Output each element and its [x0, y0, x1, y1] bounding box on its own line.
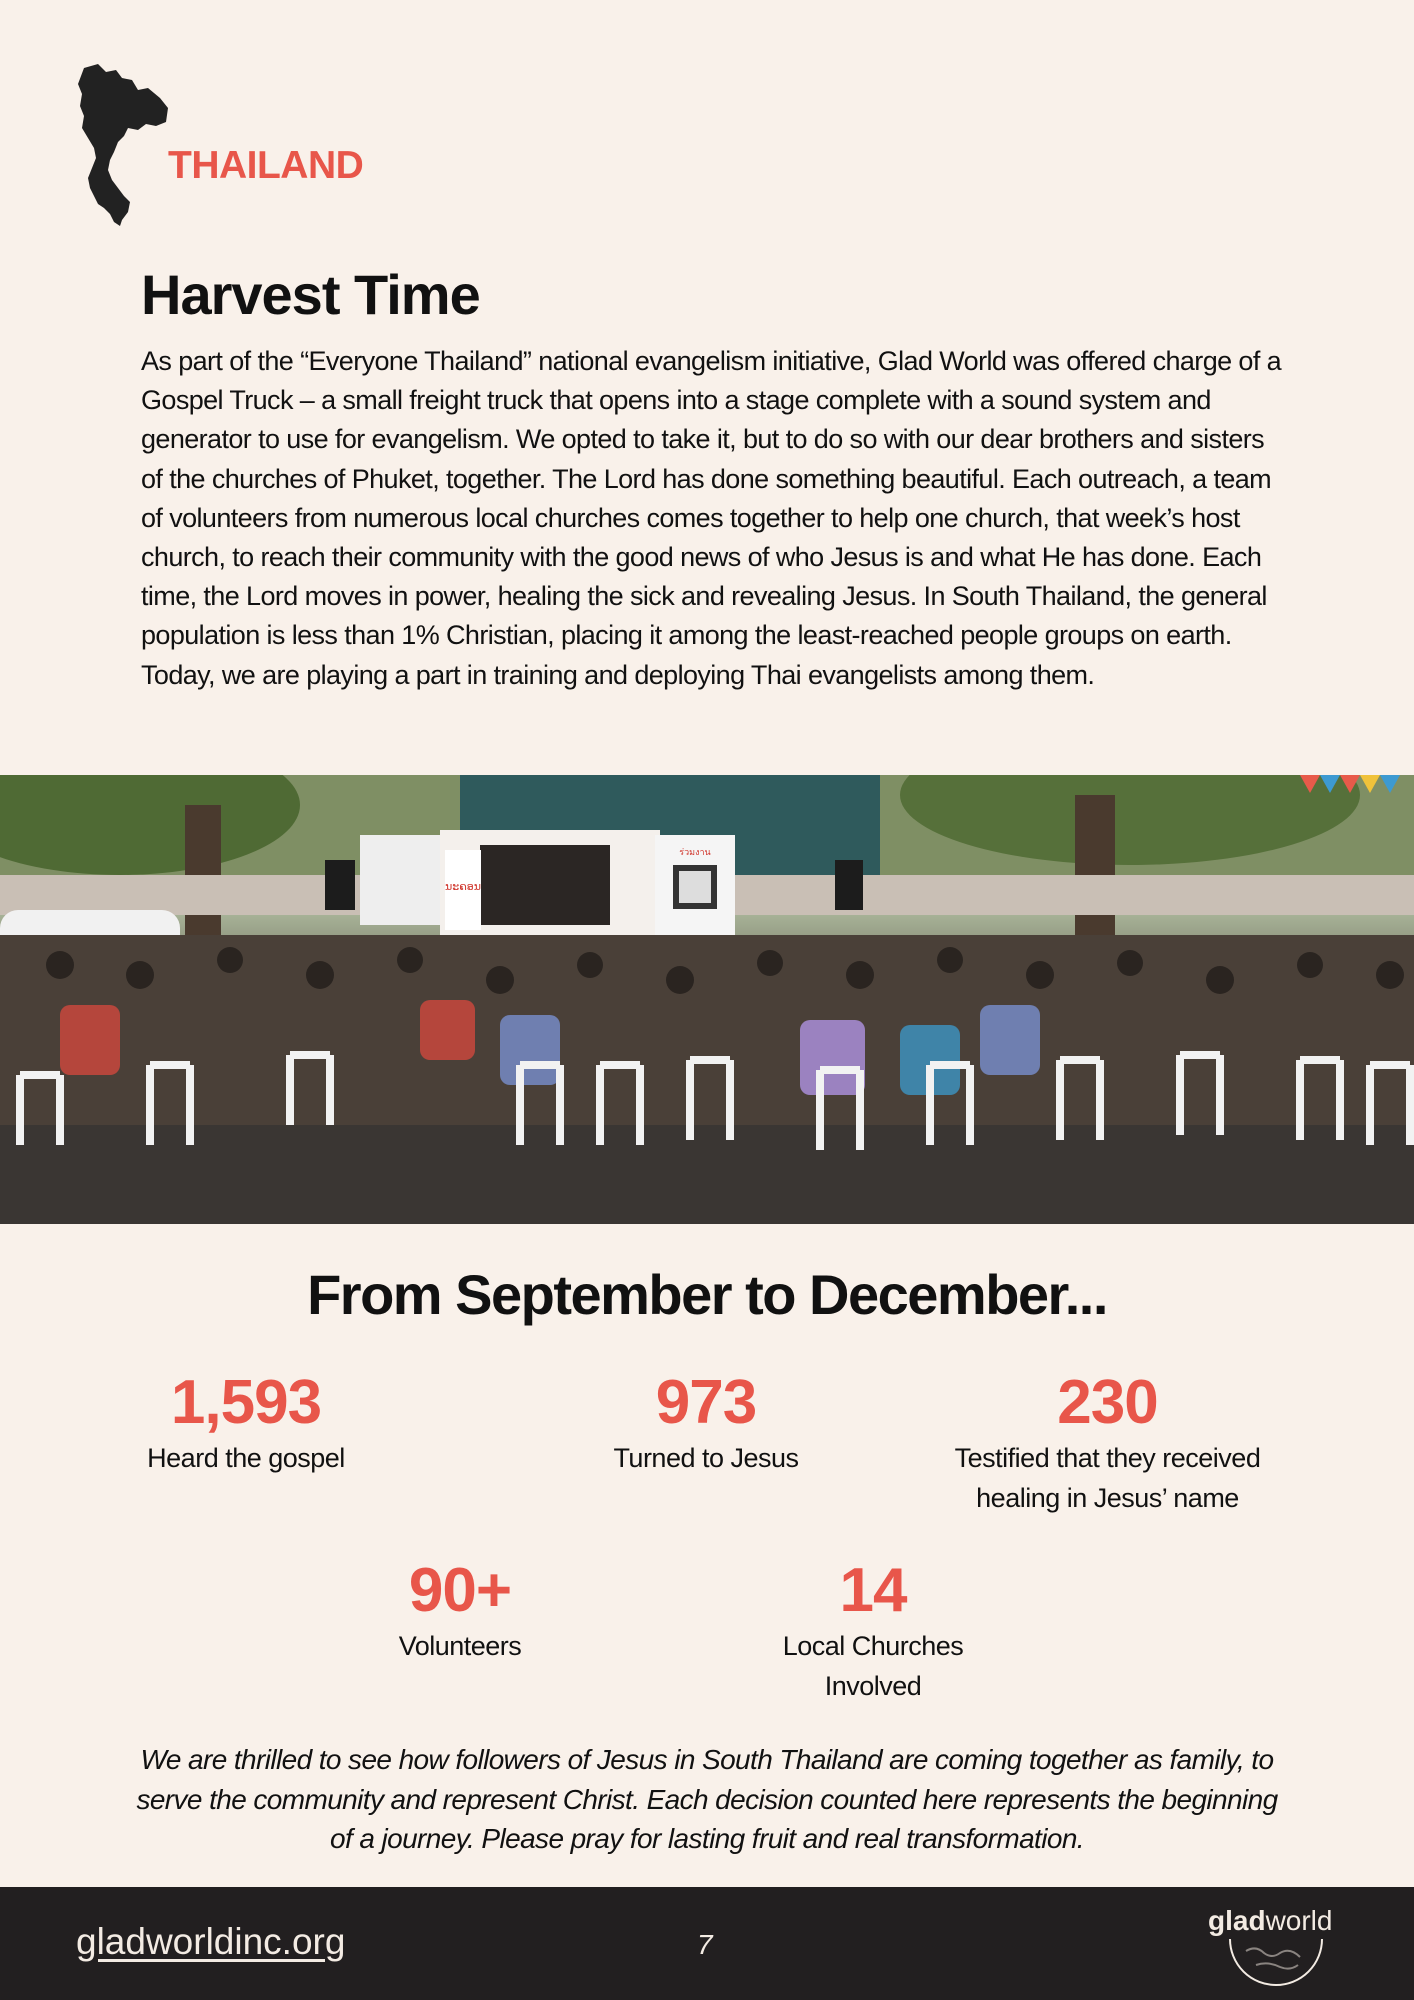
stat-label-line2: healing in Jesus’ name: [976, 1483, 1239, 1513]
stats-heading: From September to December...: [307, 1263, 1107, 1326]
stat-turned-to-jesus: [566, 1368, 846, 1478]
stat-value: 1,593: [170, 1368, 322, 1437]
stat-local-churches: [748, 1556, 998, 1706]
website-link[interactable]: gladworldinc.org: [76, 1921, 346, 1962]
stat-label: Turned to Jesus: [613, 1443, 799, 1473]
stat-healing: [915, 1368, 1300, 1518]
stat-heard-gospel: [111, 1368, 381, 1478]
closing-statement: We are thrilled to see how followers of Jesus in South Thailand are coming together as family, to serve the community and represent Christ. Each decision counted here represents the beginning of a journey. Please pray for lasting fruit and real transformation.: [136, 1744, 1278, 1854]
article-body: As part of the “Everyone Thailand” national evangelism initiative, Glad World was offered charge of a Gospel Truck – a small freight truck that opens into a stage complete with a sound system and generator to use for evangelism. We opted to take it, but to do so with our dear brothers and sisters of the churches of Phuket, together. The Lord has done something beautiful. Each outreach, a team of volunteers from numerous local churches comes together to help one church, that week’s host church, to reach their community with the good news of who Jesus is and what He has done. Each time, the Lord moves in power, healing the sick and revealing Jesus. In South Thailand, the general population is less than 1% Christian, placing it among the least-reached people groups on earth. Today, we are playing a part in training and deploying Thai evangelists among them.: [141, 346, 1282, 690]
stat-value: 14: [839, 1556, 907, 1625]
footer: [0, 1887, 1414, 2000]
logo-light: world: [1265, 1905, 1333, 1936]
stat-label: Heard the gospel: [147, 1443, 345, 1473]
country-name: THAILAND: [168, 144, 364, 187]
country-header: [76, 64, 416, 234]
stat-label-line2: Involved: [824, 1671, 922, 1701]
qr-label: ร่วมงาน: [679, 848, 711, 858]
logo-bold: glad: [1208, 1905, 1266, 1936]
gladworld-logo: [1208, 1905, 1348, 1985]
stat-volunteers: [335, 1556, 585, 1666]
article-title: Harvest Time: [141, 263, 480, 326]
stat-value: 90+: [408, 1556, 512, 1625]
thailand-map-icon: [76, 64, 170, 227]
stat-value: 973: [655, 1368, 757, 1437]
outreach-photo: [0, 775, 1414, 1224]
stat-label-line1: Local Churches: [782, 1631, 964, 1661]
globe-icon: [1226, 1931, 1326, 1987]
stat-label-line1: Testified that they received: [954, 1443, 1261, 1473]
stat-label: Volunteers: [398, 1631, 522, 1661]
stat-value: 230: [1057, 1368, 1158, 1437]
page-number: 7: [697, 1929, 713, 1960]
truck-sign: ນະຄອນ: [445, 880, 481, 893]
